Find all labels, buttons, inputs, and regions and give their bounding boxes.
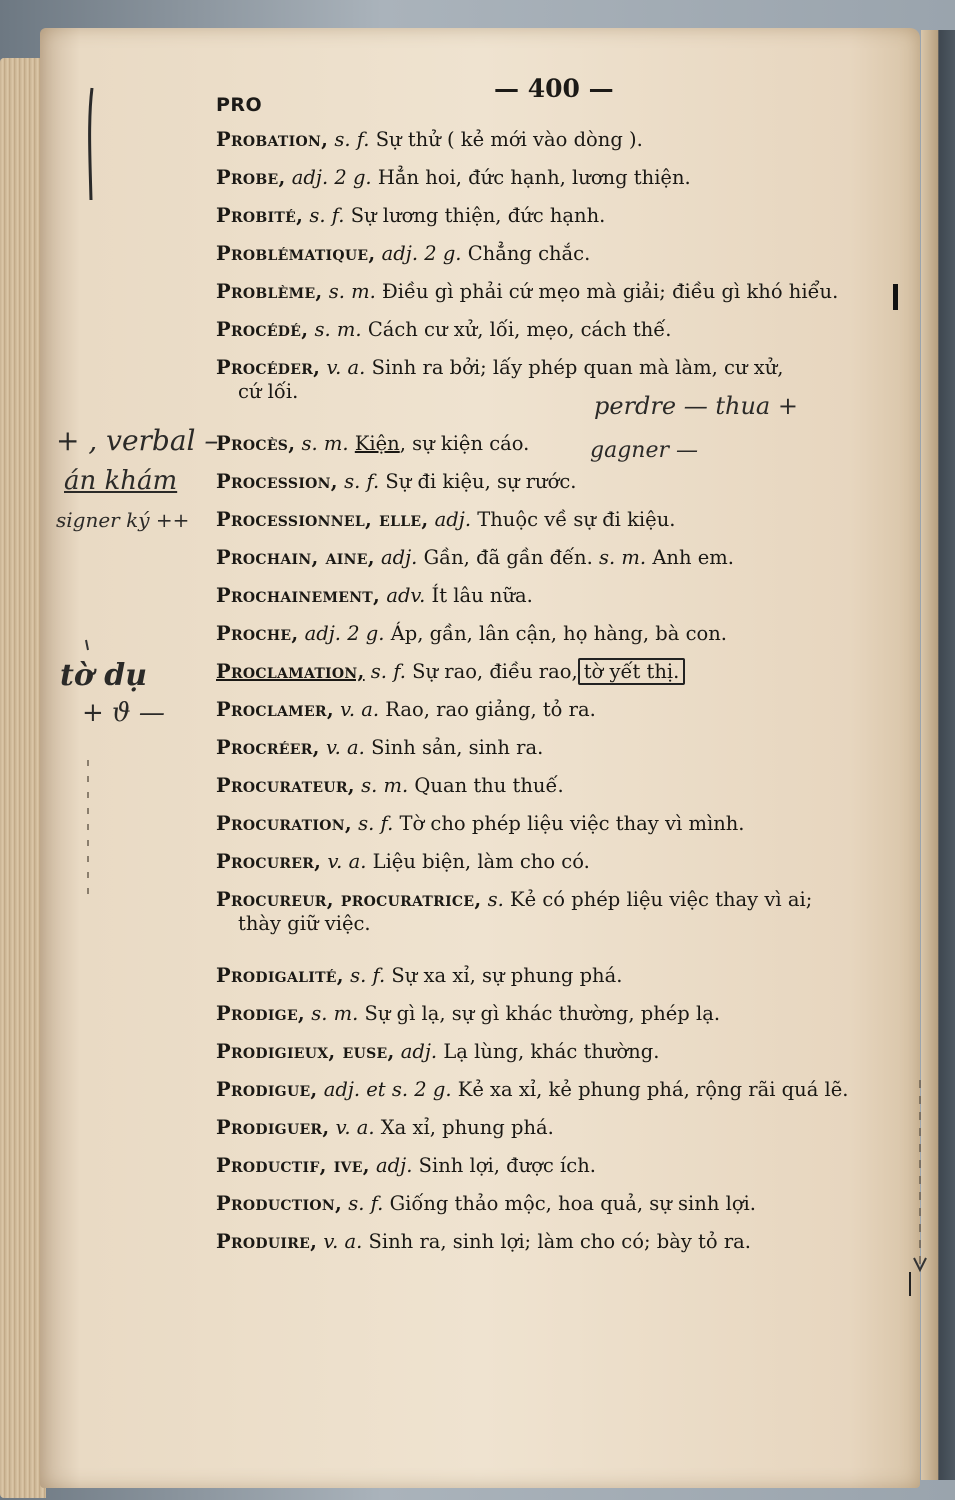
- handwritten-cross: + ϑ —: [82, 698, 165, 728]
- entry-proceder: Procéder, v. a. Sinh ra bởi; lấy phép quan mà làm, cư xử, cứ lối.: [216, 356, 784, 403]
- entry-procreer: Procréer, v. a. Sinh sản, sinh ra.: [216, 736, 544, 759]
- entry-prodige: Prodige, s. m. Sự gì lạ, sự gì khác thường, phép lạ.: [216, 1002, 721, 1025]
- entry-probation: Probation, s. f. Sự thử ( kẻ mới vào dòng ).: [216, 128, 643, 151]
- entry-procession: Procession, s. f. Sự đi kiệu, sự rước.: [216, 470, 577, 493]
- entry-prodigue: Prodigue, adj. et s. 2 g. Kẻ xa xỉ, kẻ phung phá, rộng rãi quá lẽ.: [216, 1078, 849, 1101]
- handwritten-an-kham: án khám: [64, 466, 178, 496]
- entry-probleme: Problème, s. m. Điều gì phải cứ mẹo mà giải; điều gì khó hiểu.: [216, 280, 839, 303]
- entry-prodiguer: Prodiguer, v. a. Xa xỉ, phung phá.: [216, 1116, 554, 1139]
- entry-prochainement: Prochainement, adv. Ít lâu nữa.: [216, 584, 533, 607]
- page-number: — 400 —: [494, 74, 614, 103]
- entry-probite: Probité, s. f. Sự lương thiện, đức hạnh.: [216, 204, 606, 227]
- entry-procurer: Procurer, v. a. Liệu biện, làm cho có.: [216, 850, 590, 873]
- entry-produire: Produire, v. a. Sinh ra, sinh lợi; làm cho có; bày tỏ ra.: [216, 1230, 751, 1253]
- handwritten-perdre: perdre — thua +: [594, 392, 798, 420]
- entry-prochain: Prochain, aine, adj. Gần, đã gần đến. s. m. Anh em.: [216, 546, 734, 569]
- entry-procede: Procédé, s. m. Cách cư xử, lối, mẹo, cách thế.: [216, 318, 672, 341]
- entry-production: Production, s. f. Giống thảo mộc, hoa quả, sự sinh lợi.: [216, 1192, 756, 1215]
- entry-proclamation: Proclamation, s. f. Sự rao, điều rao, tờ yết thị.: [216, 660, 685, 684]
- entry-probe: Probe, adj. 2 g. Hẳn hoi, đức hạnh, lương thiện.: [216, 166, 691, 189]
- entry-procurateur: Procurateur, s. m. Quan thu thuế.: [216, 774, 564, 797]
- entry-processionnel: Processionnel, elle, adj. Thuộc về sự đi kiệu.: [216, 508, 676, 531]
- entry-procuration: Procuration, s. f. Tờ cho phép liệu việc thay vì mình.: [216, 812, 745, 835]
- handwritten-signer: signer ký ++: [56, 508, 190, 532]
- entry-procureur: Procureur, procuratrice, s. Kẻ có phép liệu việc thay vì ai; thày giữ việc.: [216, 888, 813, 935]
- entry-prodigieux: Prodigieux, euse, adj. Lạ lùng, khác thường.: [216, 1040, 660, 1063]
- entry-proche: Proche, adj. 2 g. Áp, gần, lân cận, họ hàng, bà con.: [216, 622, 728, 645]
- running-head: PRO: [216, 94, 263, 116]
- entry-proclamer: Proclamer, v. a. Rao, rao giảng, tỏ ra.: [216, 698, 596, 721]
- handwritten-to-du: tờ dụ: [60, 658, 148, 693]
- entry-prodigalite: Prodigalité, s. f. Sự xa xỉ, sự phung phá.: [216, 964, 623, 987]
- handwritten-gagner: gagner —: [590, 438, 698, 463]
- boxed-annotation: tờ yết thị.: [578, 658, 686, 685]
- entry-productif: Productif, ive, adj. Sinh lợi, được ích.: [216, 1154, 596, 1177]
- entry-problematique: Problématique, adj. 2 g. Chẳng chắc.: [216, 242, 591, 265]
- entry-proces: Procès, s. m. Kiện, sự kiện cáo.: [216, 432, 530, 455]
- ink-mark: [893, 284, 898, 310]
- handwritten-verbal: + , verbal –: [56, 424, 219, 457]
